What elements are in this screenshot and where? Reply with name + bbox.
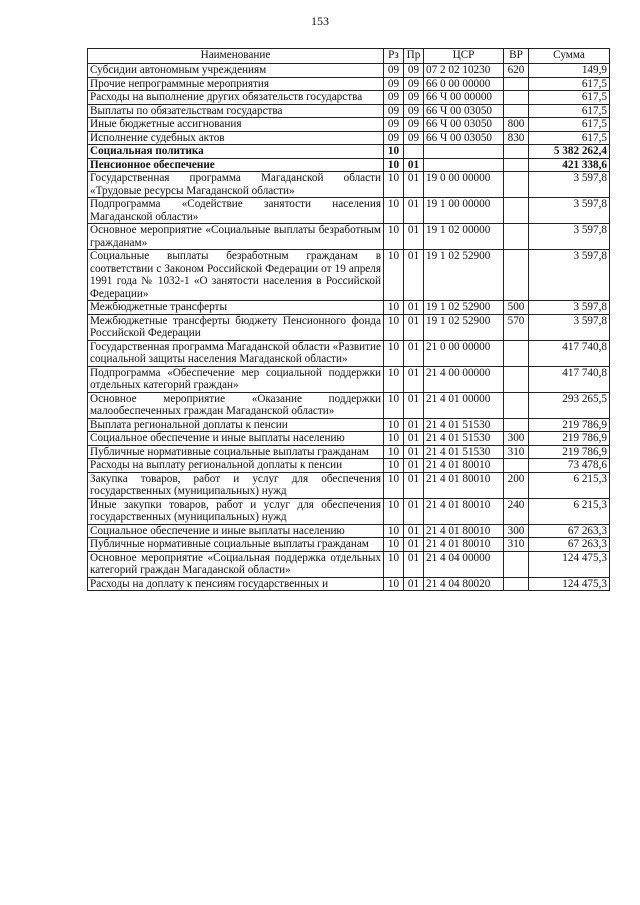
row-csr: 21 4 04 00000 <box>424 551 504 577</box>
row-pr: 01 <box>404 445 424 459</box>
row-sum: 617,5 <box>529 104 610 118</box>
budget-table <box>87 48 610 591</box>
row-vr: 200 <box>504 472 529 498</box>
table-row <box>88 104 610 118</box>
row-vr <box>504 366 529 392</box>
row-sum: 293 265,5 <box>529 392 610 418</box>
table-row <box>88 158 610 172</box>
row-rz: 10 <box>384 538 404 552</box>
table-body <box>88 64 610 591</box>
row-vr <box>504 577 529 591</box>
row-csr: 21 4 01 80010 <box>424 524 504 538</box>
table-row <box>88 250 610 301</box>
row-rz: 09 <box>384 104 404 118</box>
row-rz: 10 <box>384 577 404 591</box>
table-row <box>88 498 610 524</box>
row-pr: 01 <box>404 392 424 418</box>
row-vr: 310 <box>504 445 529 459</box>
row-vr <box>504 459 529 473</box>
row-rz: 10 <box>384 472 404 498</box>
row-rz: 10 <box>384 145 404 159</box>
row-name: Основное мероприятие «Оказание поддержки малообеспеченных граждан Магаданской области» <box>88 392 384 418</box>
row-sum: 5 382 262,4 <box>529 145 610 159</box>
row-csr: 21 4 01 51530 <box>424 418 504 432</box>
row-pr: 01 <box>404 472 424 498</box>
row-rz: 10 <box>384 198 404 224</box>
row-pr: 01 <box>404 538 424 552</box>
row-pr: 09 <box>404 118 424 132</box>
table-row <box>88 131 610 145</box>
row-pr: 01 <box>404 577 424 591</box>
row-rz: 10 <box>384 172 404 198</box>
row-pr: 01 <box>404 524 424 538</box>
row-pr: 01 <box>404 551 424 577</box>
table-row <box>88 91 610 105</box>
row-name: Государственная программа Магаданской области «Трудовые ресурсы Магаданской области» <box>88 172 384 198</box>
row-vr <box>504 104 529 118</box>
row-csr: 19 0 00 00000 <box>424 172 504 198</box>
row-name: Исполнение судебных актов <box>88 131 384 145</box>
row-rz: 10 <box>384 366 404 392</box>
row-csr: 66 Ч 00 03050 <box>424 118 504 132</box>
table-row <box>88 472 610 498</box>
row-csr: 19 1 02 52900 <box>424 314 504 340</box>
row-vr: 620 <box>504 64 529 78</box>
row-rz: 10 <box>384 250 404 301</box>
row-vr <box>504 418 529 432</box>
table-row <box>88 314 610 340</box>
row-csr: 21 4 01 51530 <box>424 432 504 446</box>
row-pr: 01 <box>404 459 424 473</box>
row-vr: 570 <box>504 314 529 340</box>
row-pr: 09 <box>404 77 424 91</box>
row-name: Расходы на доплату к пенсиям государственных и <box>88 577 384 591</box>
row-csr: 21 4 01 80010 <box>424 498 504 524</box>
table-row <box>88 145 610 159</box>
row-rz: 09 <box>384 91 404 105</box>
row-pr: 01 <box>404 498 424 524</box>
row-csr: 66 Ч 00 03050 <box>424 104 504 118</box>
row-rz: 10 <box>384 551 404 577</box>
row-name: Межбюджетные трансферты <box>88 301 384 315</box>
table-row <box>88 340 610 366</box>
header-pr: Пр <box>404 49 424 64</box>
row-name: Публичные нормативные социальные выплаты гражданам <box>88 445 384 459</box>
row-csr: 21 4 01 80010 <box>424 459 504 473</box>
row-pr: 01 <box>404 340 424 366</box>
row-vr: 500 <box>504 301 529 315</box>
row-sum: 3 597,8 <box>529 224 610 250</box>
page-number: 153 <box>311 14 329 28</box>
row-name: Выплата региональной доплаты к пенсии <box>88 418 384 432</box>
row-csr <box>424 158 504 172</box>
row-sum: 617,5 <box>529 91 610 105</box>
row-csr <box>424 145 504 159</box>
row-name: Выплаты по обязательствам государства <box>88 104 384 118</box>
row-rz: 10 <box>384 340 404 366</box>
row-csr: 66 0 00 00000 <box>424 77 504 91</box>
header-csr: ЦСР <box>424 49 504 64</box>
table-row <box>88 418 610 432</box>
row-sum: 421 338,6 <box>529 158 610 172</box>
row-name: Иные закупки товаров, работ и услуг для обеспечения государственных (муниципальных) нужд <box>88 498 384 524</box>
table-row <box>88 577 610 591</box>
row-rz: 10 <box>384 314 404 340</box>
table-row <box>88 392 610 418</box>
row-pr: 01 <box>404 172 424 198</box>
row-sum: 6 215,3 <box>529 498 610 524</box>
row-name: Иные бюджетные ассигнования <box>88 118 384 132</box>
row-csr: 66 Ч 00 00000 <box>424 91 504 105</box>
row-name: Социальное обеспечение и иные выплаты населению <box>88 524 384 538</box>
row-vr <box>504 158 529 172</box>
row-pr: 09 <box>404 64 424 78</box>
row-rz: 10 <box>384 224 404 250</box>
table-row <box>88 551 610 577</box>
row-name: Социальная политика <box>88 145 384 159</box>
row-sum: 219 786,9 <box>529 418 610 432</box>
header-name: Наименование <box>88 49 384 64</box>
table-row <box>88 172 610 198</box>
row-sum: 417 740,8 <box>529 366 610 392</box>
row-vr <box>504 340 529 366</box>
row-rz: 10 <box>384 432 404 446</box>
row-name: Закупка товаров, работ и услуг для обеспечения государственных (муниципальных) нужд <box>88 472 384 498</box>
table-row <box>88 224 610 250</box>
row-rz: 10 <box>384 459 404 473</box>
row-pr: 01 <box>404 198 424 224</box>
row-pr: 01 <box>404 366 424 392</box>
table-row <box>88 77 610 91</box>
row-name: Межбюджетные трансферты бюджету Пенсионного фонда Российской Федерации <box>88 314 384 340</box>
row-vr: 300 <box>504 432 529 446</box>
row-pr: 01 <box>404 314 424 340</box>
row-vr: 310 <box>504 538 529 552</box>
row-vr: 830 <box>504 131 529 145</box>
row-csr: 21 4 01 51530 <box>424 445 504 459</box>
table-row <box>88 64 610 78</box>
table-row <box>88 432 610 446</box>
row-sum: 73 478,6 <box>529 459 610 473</box>
row-pr: 01 <box>404 301 424 315</box>
row-name: Пенсионное обеспечение <box>88 158 384 172</box>
table-header-row <box>88 49 610 64</box>
row-pr: 01 <box>404 250 424 301</box>
row-pr: 01 <box>404 432 424 446</box>
row-name: Основное мероприятие «Социальная поддержка отдельных категорий граждан Магаданской области» <box>88 551 384 577</box>
row-sum: 219 786,9 <box>529 445 610 459</box>
row-name: Расходы на выполнение других обязательств государства <box>88 91 384 105</box>
row-rz: 09 <box>384 131 404 145</box>
row-pr: 01 <box>404 418 424 432</box>
row-sum: 617,5 <box>529 131 610 145</box>
row-vr <box>504 250 529 301</box>
row-csr: 19 1 02 00000 <box>424 224 504 250</box>
row-rz: 09 <box>384 64 404 78</box>
row-csr: 21 0 00 00000 <box>424 340 504 366</box>
row-vr: 240 <box>504 498 529 524</box>
table-row <box>88 445 610 459</box>
row-sum: 417 740,8 <box>529 340 610 366</box>
row-sum: 6 215,3 <box>529 472 610 498</box>
row-name: Подпрограмма «Содействие занятости населения Магаданской области» <box>88 198 384 224</box>
row-rz: 10 <box>384 392 404 418</box>
row-vr <box>504 392 529 418</box>
row-csr: 19 1 02 52900 <box>424 301 504 315</box>
row-rz: 09 <box>384 77 404 91</box>
row-csr: 21 4 04 80020 <box>424 577 504 591</box>
row-sum: 3 597,8 <box>529 314 610 340</box>
row-pr: 01 <box>404 224 424 250</box>
table-row <box>88 459 610 473</box>
row-pr: 09 <box>404 131 424 145</box>
row-pr: 09 <box>404 91 424 105</box>
row-sum: 617,5 <box>529 118 610 132</box>
row-vr: 800 <box>504 118 529 132</box>
header-rz: Рз <box>384 49 404 64</box>
row-sum: 67 263,3 <box>529 538 610 552</box>
row-vr <box>504 77 529 91</box>
row-sum: 3 597,8 <box>529 250 610 301</box>
row-rz: 10 <box>384 445 404 459</box>
row-name: Социальное обеспечение и иные выплаты населению <box>88 432 384 446</box>
row-vr: 300 <box>504 524 529 538</box>
row-pr: 09 <box>404 104 424 118</box>
table-row <box>88 118 610 132</box>
row-rz: 10 <box>384 301 404 315</box>
row-csr: 19 1 00 00000 <box>424 198 504 224</box>
row-sum: 617,5 <box>529 77 610 91</box>
row-csr: 21 4 01 00000 <box>424 392 504 418</box>
row-rz: 10 <box>384 524 404 538</box>
header-vr: ВР <box>504 49 529 64</box>
row-name: Социальные выплаты безработным гражданам в соответствии с Законом Российской Федерации от 19 апреля 1991 года № 1032-1 «О занятости населения в Российской Федерации» <box>88 250 384 301</box>
row-sum: 219 786,9 <box>529 432 610 446</box>
row-name: Публичные нормативные социальные выплаты гражданам <box>88 538 384 552</box>
row-sum: 149,9 <box>529 64 610 78</box>
row-csr: 21 4 01 80010 <box>424 538 504 552</box>
table-row <box>88 366 610 392</box>
row-vr <box>504 551 529 577</box>
row-sum: 3 597,8 <box>529 301 610 315</box>
row-sum: 67 263,3 <box>529 524 610 538</box>
row-sum: 124 475,3 <box>529 577 610 591</box>
table-row <box>88 538 610 552</box>
table-row <box>88 301 610 315</box>
row-vr <box>504 172 529 198</box>
header-sum: Сумма <box>529 49 610 64</box>
row-vr <box>504 145 529 159</box>
row-pr: 01 <box>404 158 424 172</box>
row-pr <box>404 145 424 159</box>
table-row <box>88 198 610 224</box>
row-sum: 3 597,8 <box>529 198 610 224</box>
row-name: Государственная программа Магаданской области «Развитие социальной защиты населения Магаданской области» <box>88 340 384 366</box>
table-row <box>88 524 610 538</box>
row-name: Расходы на выплату региональной доплаты к пенсии <box>88 459 384 473</box>
row-csr: 66 Ч 00 03050 <box>424 131 504 145</box>
row-csr: 21 4 00 00000 <box>424 366 504 392</box>
row-rz: 09 <box>384 118 404 132</box>
row-sum: 3 597,8 <box>529 172 610 198</box>
row-name: Основное мероприятие «Социальные выплаты безработным гражданам» <box>88 224 384 250</box>
row-vr <box>504 198 529 224</box>
row-rz: 10 <box>384 158 404 172</box>
row-csr: 21 4 01 80010 <box>424 472 504 498</box>
row-name: Прочие непрограммные мероприятия <box>88 77 384 91</box>
row-name: Субсидии автономным учреждениям <box>88 64 384 78</box>
row-name: Подпрограмма «Обеспечение мер социальной поддержки отдельных категорий граждан» <box>88 366 384 392</box>
row-vr <box>504 224 529 250</box>
row-rz: 10 <box>384 418 404 432</box>
row-csr: 07 2 02 10230 <box>424 64 504 78</box>
row-sum: 124 475,3 <box>529 551 610 577</box>
row-rz: 10 <box>384 498 404 524</box>
row-csr: 19 1 02 52900 <box>424 250 504 301</box>
row-vr <box>504 91 529 105</box>
